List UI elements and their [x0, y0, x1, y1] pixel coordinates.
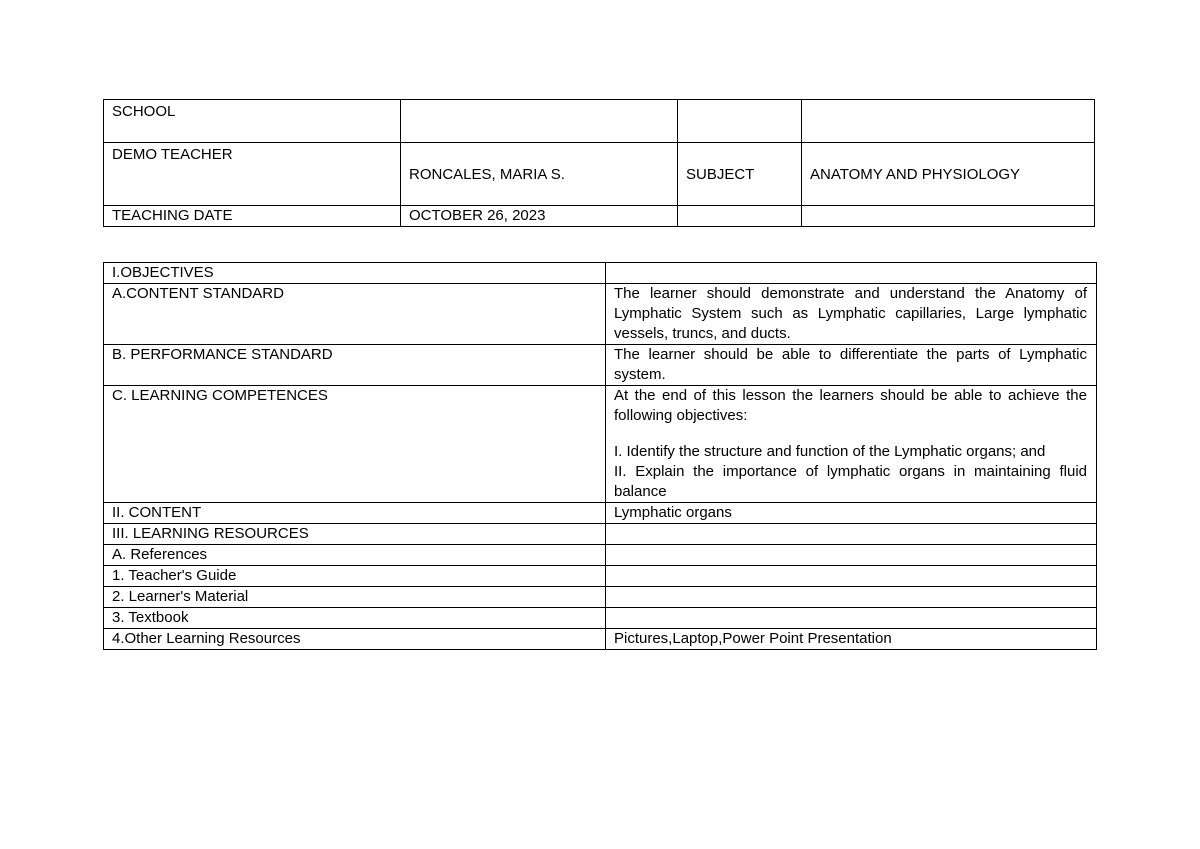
learning-competences-label: C. LEARNING COMPETENCES — [104, 386, 606, 503]
other-resources-value: Pictures,Laptop,Power Point Presentation — [606, 629, 1097, 650]
content-standard-label: A.CONTENT STANDARD — [104, 284, 606, 345]
content-label: II. CONTENT — [104, 503, 606, 524]
school-value — [401, 100, 678, 143]
learning-competences-item-1: I. Identify the structure and function of the Lymphatic organs; and — [614, 443, 1046, 460]
empty-cell — [606, 545, 1097, 566]
performance-standard-label: B. PERFORMANCE STANDARD — [104, 345, 606, 386]
content-value: Lymphatic organs — [606, 503, 1097, 524]
other-resources-label: 4.Other Learning Resources — [104, 629, 606, 650]
content-standard-text: The learner should demonstrate and understand the Anatomy of Lymphatic System such as Lymphatic capillaries, Large lymphatic vessels, truncs, and ducts. — [606, 284, 1097, 345]
empty-cell — [606, 524, 1097, 545]
references-label: A. References — [104, 545, 606, 566]
demo-teacher-label: DEMO TEACHER — [104, 143, 401, 206]
empty-cell — [678, 206, 802, 227]
teaching-date-label: TEACHING DATE — [104, 206, 401, 227]
teachers-guide-label: 1. Teacher's Guide — [104, 566, 606, 587]
learning-competences-item-2: II. Explain the importance of lymphatic organs in maintaining fluid balance — [614, 463, 1087, 500]
school-label: SCHOOL — [104, 100, 401, 143]
empty-cell — [606, 587, 1097, 608]
empty-cell — [678, 100, 802, 143]
empty-cell — [606, 608, 1097, 629]
learning-resources-label: III. LEARNING RESOURCES — [104, 524, 606, 545]
objectives-title: I.OBJECTIVES — [104, 263, 606, 284]
demo-teacher-value: RONCALES, MARIA S. — [401, 143, 678, 206]
performance-standard-text: The learner should be able to differentiate the parts of Lymphatic system. — [606, 345, 1097, 386]
paragraph-gap — [614, 426, 1087, 442]
empty-cell — [802, 206, 1095, 227]
learning-competences-cell — [606, 386, 1097, 503]
empty-cell — [606, 263, 1097, 284]
subject-label: SUBJECT — [678, 143, 802, 206]
lesson-plan-table — [103, 262, 1097, 650]
lesson-header-table — [103, 99, 1095, 227]
empty-cell — [606, 566, 1097, 587]
textbook-label: 3. Textbook — [104, 608, 606, 629]
learning-competences-intro: At the end of this lesson the learners should be able to achieve the following objectives: — [614, 387, 1087, 424]
empty-cell — [802, 100, 1095, 143]
subject-value: ANATOMY AND PHYSIOLOGY — [802, 143, 1095, 206]
learners-material-label: 2. Learner's Material — [104, 587, 606, 608]
teaching-date-value: OCTOBER 26, 2023 — [401, 206, 678, 227]
